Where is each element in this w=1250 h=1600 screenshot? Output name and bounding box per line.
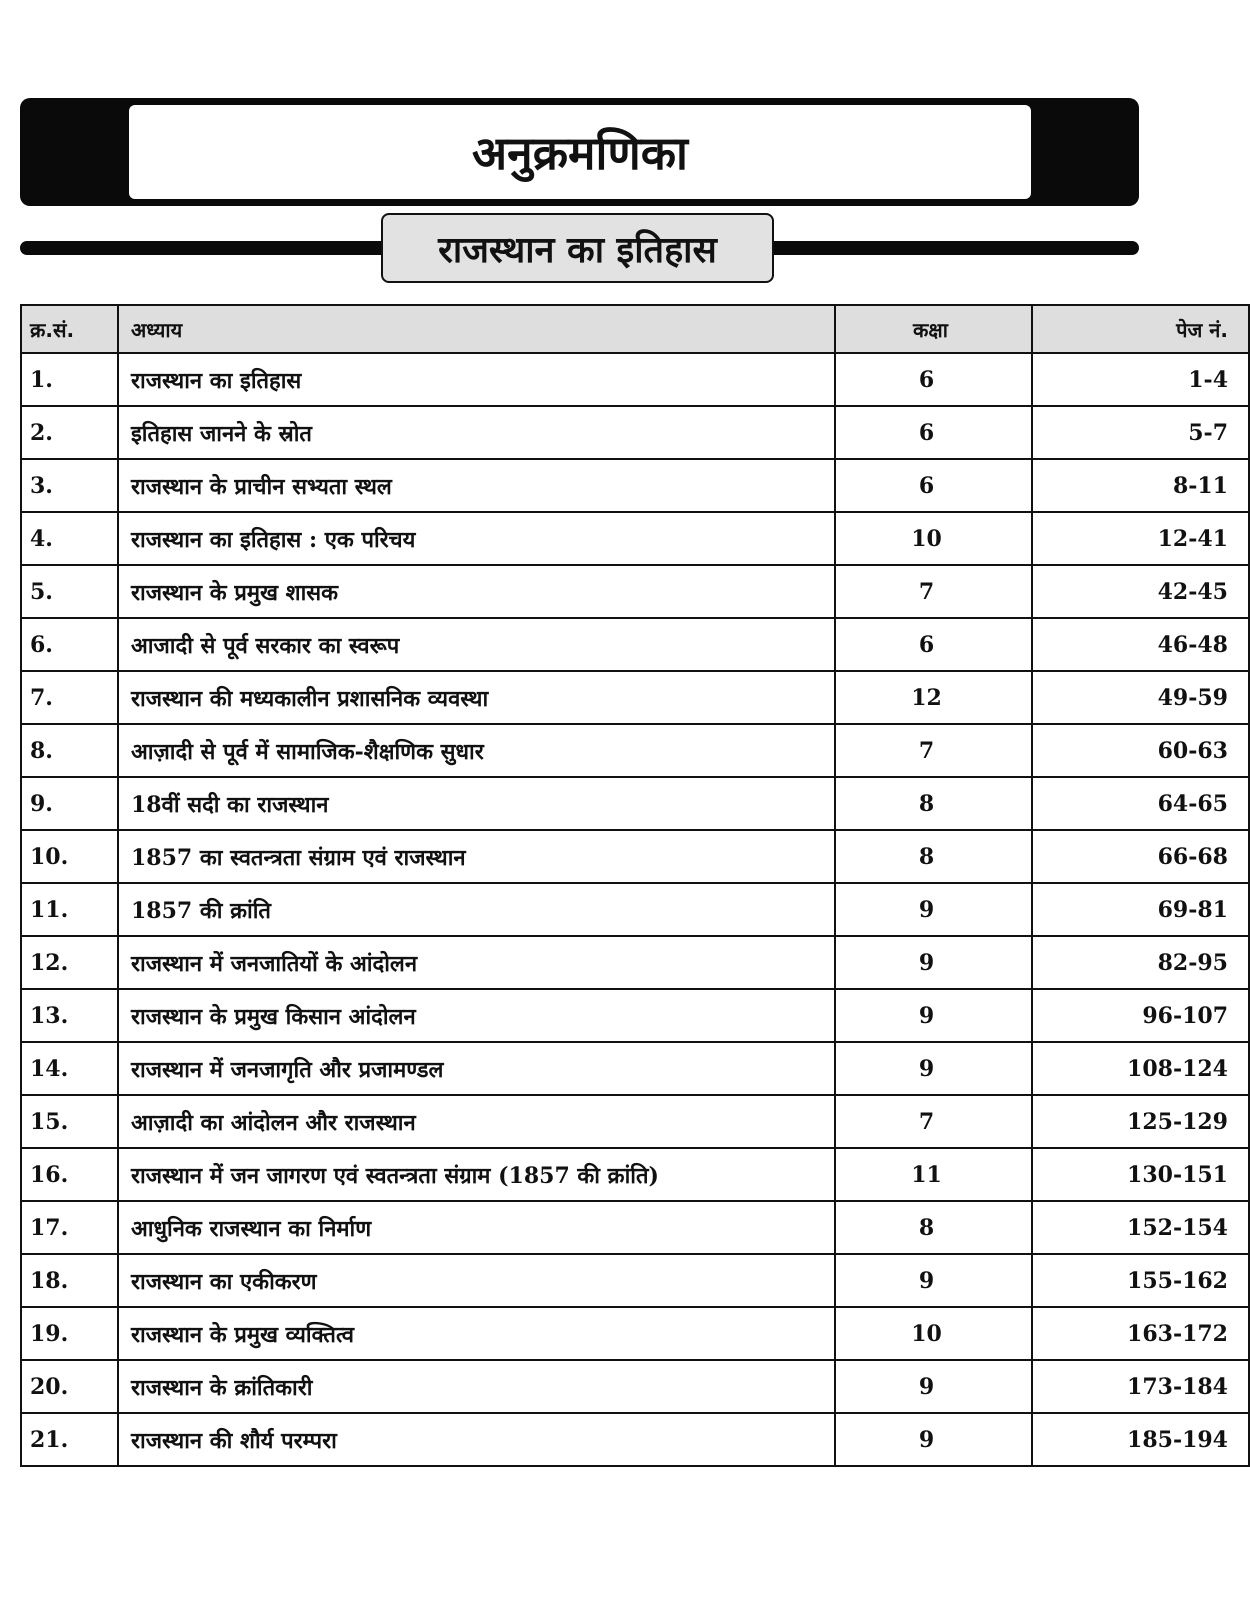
chapter-cell: राजस्थान के प्राचीन सभ्यता स्थल bbox=[118, 459, 835, 512]
serial-cell: 10. bbox=[21, 830, 118, 883]
chapter-cell: राजस्थान में जनजातियों के आंदोलन bbox=[118, 936, 835, 989]
class-cell: 9 bbox=[835, 1254, 1032, 1307]
contents-table bbox=[20, 304, 1250, 1467]
class-cell: 7 bbox=[835, 1095, 1032, 1148]
table-row bbox=[21, 353, 1249, 406]
page-range-cell: 130-151 bbox=[1032, 1148, 1249, 1201]
serial-cell: 17. bbox=[21, 1201, 118, 1254]
page-range-cell: 5-7 bbox=[1032, 406, 1249, 459]
serial-cell: 11. bbox=[21, 883, 118, 936]
class-cell: 9 bbox=[835, 1413, 1032, 1466]
class-cell: 9 bbox=[835, 936, 1032, 989]
chapter-cell: 1857 का स्वतन्त्रता संग्राम एवं राजस्थान bbox=[118, 830, 835, 883]
table-row bbox=[21, 1307, 1249, 1360]
class-cell: 10 bbox=[835, 1307, 1032, 1360]
table-row bbox=[21, 1148, 1249, 1201]
page-title: अनुक्रमणिका bbox=[472, 126, 688, 180]
chapter-cell: राजस्थान का इतिहास bbox=[118, 353, 835, 406]
serial-cell: 4. bbox=[21, 512, 118, 565]
class-cell: 6 bbox=[835, 459, 1032, 512]
header-class: कक्षा bbox=[835, 305, 1032, 353]
serial-cell: 1. bbox=[21, 353, 118, 406]
chapter-cell: राजस्थान के प्रमुख किसान आंदोलन bbox=[118, 989, 835, 1042]
section-title: राजस्थान का इतिहास bbox=[438, 229, 717, 271]
table-row bbox=[21, 936, 1249, 989]
chapter-cell: राजस्थान के प्रमुख व्यक्तित्व bbox=[118, 1307, 835, 1360]
serial-cell: 14. bbox=[21, 1042, 118, 1095]
page-range-cell: 96-107 bbox=[1032, 989, 1249, 1042]
page-range-cell: 1-4 bbox=[1032, 353, 1249, 406]
page-range-cell: 60-63 bbox=[1032, 724, 1249, 777]
table-row bbox=[21, 777, 1249, 830]
serial-cell: 15. bbox=[21, 1095, 118, 1148]
table-row bbox=[21, 989, 1249, 1042]
page-range-cell: 8-11 bbox=[1032, 459, 1249, 512]
serial-cell: 18. bbox=[21, 1254, 118, 1307]
chapter-cell: राजस्थान का एकीकरण bbox=[118, 1254, 835, 1307]
serial-cell: 13. bbox=[21, 989, 118, 1042]
table-row bbox=[21, 512, 1249, 565]
table-row bbox=[21, 1360, 1249, 1413]
class-cell: 9 bbox=[835, 1360, 1032, 1413]
chapter-cell: राजस्थान की मध्यकालीन प्रशासनिक व्यवस्था bbox=[118, 671, 835, 724]
header-page: पेज नं. bbox=[1032, 305, 1249, 353]
chapter-cell: 1857 की क्रांति bbox=[118, 883, 835, 936]
chapter-cell: राजस्थान में जनजागृति और प्रजामण्डल bbox=[118, 1042, 835, 1095]
class-cell: 9 bbox=[835, 1042, 1032, 1095]
chapter-cell: आज़ादी का आंदोलन और राजस्थान bbox=[118, 1095, 835, 1148]
table-row bbox=[21, 1095, 1249, 1148]
serial-cell: 19. bbox=[21, 1307, 118, 1360]
table-row bbox=[21, 565, 1249, 618]
page-range-cell: 46-48 bbox=[1032, 618, 1249, 671]
chapter-cell: राजस्थान में जन जागरण एवं स्वतन्त्रता संग्राम (1857 की क्रांति) bbox=[118, 1148, 835, 1201]
table-row bbox=[21, 618, 1249, 671]
class-cell: 11 bbox=[835, 1148, 1032, 1201]
table-row bbox=[21, 1201, 1249, 1254]
class-cell: 12 bbox=[835, 671, 1032, 724]
table-row bbox=[21, 1254, 1249, 1307]
page-range-cell: 185-194 bbox=[1032, 1413, 1249, 1466]
page-range-cell: 173-184 bbox=[1032, 1360, 1249, 1413]
page-range-cell: 155-162 bbox=[1032, 1254, 1249, 1307]
header-chapter: अध्याय bbox=[118, 305, 835, 353]
table-row bbox=[21, 724, 1249, 777]
class-cell: 9 bbox=[835, 989, 1032, 1042]
table-row bbox=[21, 1042, 1249, 1095]
table-header-row bbox=[21, 305, 1249, 353]
table-row bbox=[21, 671, 1249, 724]
serial-cell: 7. bbox=[21, 671, 118, 724]
table-row bbox=[21, 883, 1249, 936]
header-serial: क्र.सं. bbox=[21, 305, 118, 353]
class-cell: 8 bbox=[835, 1201, 1032, 1254]
serial-cell: 16. bbox=[21, 1148, 118, 1201]
page-range-cell: 66-68 bbox=[1032, 830, 1249, 883]
class-cell: 6 bbox=[835, 618, 1032, 671]
serial-cell: 21. bbox=[21, 1413, 118, 1466]
serial-cell: 12. bbox=[21, 936, 118, 989]
page-range-cell: 163-172 bbox=[1032, 1307, 1249, 1360]
table-header bbox=[21, 305, 1249, 353]
chapter-cell: राजस्थान के क्रांतिकारी bbox=[118, 1360, 835, 1413]
class-cell: 8 bbox=[835, 830, 1032, 883]
page-range-cell: 12-41 bbox=[1032, 512, 1249, 565]
table-row bbox=[21, 1413, 1249, 1466]
table-body bbox=[21, 353, 1249, 1466]
serial-cell: 2. bbox=[21, 406, 118, 459]
chapter-cell: 18वीं सदी का राजस्थान bbox=[118, 777, 835, 830]
page-range-cell: 125-129 bbox=[1032, 1095, 1249, 1148]
class-cell: 6 bbox=[835, 353, 1032, 406]
page-range-cell: 152-154 bbox=[1032, 1201, 1249, 1254]
class-cell: 10 bbox=[835, 512, 1032, 565]
page-range-cell: 82-95 bbox=[1032, 936, 1249, 989]
serial-cell: 9. bbox=[21, 777, 118, 830]
chapter-cell: राजस्थान के प्रमुख शासक bbox=[118, 565, 835, 618]
page-range-cell: 42-45 bbox=[1032, 565, 1249, 618]
table-row bbox=[21, 459, 1249, 512]
chapter-cell: राजस्थान की शौर्य परम्परा bbox=[118, 1413, 835, 1466]
chapter-cell: आधुनिक राजस्थान का निर्माण bbox=[118, 1201, 835, 1254]
title-box bbox=[129, 105, 1031, 199]
serial-cell: 3. bbox=[21, 459, 118, 512]
page-range-cell: 49-59 bbox=[1032, 671, 1249, 724]
chapter-cell: राजस्थान का इतिहास : एक परिचय bbox=[118, 512, 835, 565]
class-cell: 9 bbox=[835, 883, 1032, 936]
class-cell: 8 bbox=[835, 777, 1032, 830]
serial-cell: 8. bbox=[21, 724, 118, 777]
table-row bbox=[21, 830, 1249, 883]
table-row bbox=[21, 406, 1249, 459]
chapter-cell: आजादी से पूर्व सरकार का स्वरूप bbox=[118, 618, 835, 671]
class-cell: 7 bbox=[835, 724, 1032, 777]
page-range-cell: 64-65 bbox=[1032, 777, 1249, 830]
class-cell: 7 bbox=[835, 565, 1032, 618]
serial-cell: 5. bbox=[21, 565, 118, 618]
section-heading-box bbox=[381, 213, 774, 283]
page-range-cell: 108-124 bbox=[1032, 1042, 1249, 1095]
class-cell: 6 bbox=[835, 406, 1032, 459]
title-banner bbox=[20, 98, 1139, 206]
serial-cell: 6. bbox=[21, 618, 118, 671]
chapter-cell: इतिहास जानने के स्रोत bbox=[118, 406, 835, 459]
page-range-cell: 69-81 bbox=[1032, 883, 1249, 936]
chapter-cell: आज़ादी से पूर्व में सामाजिक-शैक्षणिक सुधार bbox=[118, 724, 835, 777]
serial-cell: 20. bbox=[21, 1360, 118, 1413]
